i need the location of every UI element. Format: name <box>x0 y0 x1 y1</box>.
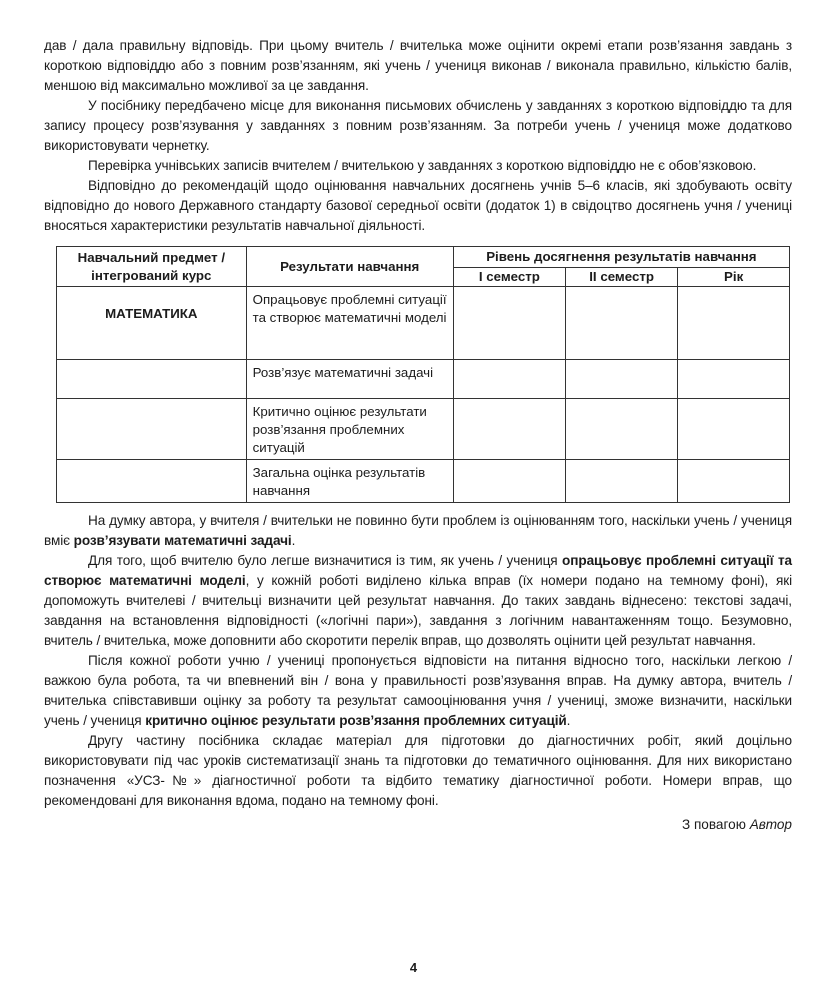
paragraph-5-text: На думку автора, у вчителя / вчительки не повинно бути проблем із оцінюванням того, наскільки учень / учениця вміє <box>44 513 792 548</box>
paragraph-1: дав / дала правильну відповідь. При цьому вчитель / вчителька може оцінити окремі етапи розв’язання завдань з короткою відповіддю або з повним розв’язанням, які учень / учениця виконав / виконала правильно, кількістю балів, меншою від максимально можливої за це завдання. <box>44 38 792 93</box>
paragraph-8: Другу частину посібника складає матеріал для підготовки до діагностичних робіт, який доцільно використовувати під час уроків систематизації знань та підготовки до тематичного оцінювання. Для них використано позначення «УСЗ-№» діагностичної роботи та відбито тематику діагностичної роботи. Номери вправ, що рекомендовані для виконання вдома, подано на темному фоні. <box>44 733 792 808</box>
paragraph-7 <box>44 651 792 731</box>
result-cell: Розв’язує математичні задачі <box>246 360 453 399</box>
paragraph-5-end: . <box>291 533 296 548</box>
grade-cell[interactable] <box>566 287 678 360</box>
paragraph-7-end: . <box>566 713 571 728</box>
paragraph-6-text: Для того, щоб вчителю було легше визначитися із тим, як учень / учениця <box>88 553 563 568</box>
signature <box>44 815 792 835</box>
result-cell: Загальна оцінка результатів навчання <box>246 460 453 503</box>
signature-author: Автор <box>749 817 792 832</box>
paragraph-5 <box>44 511 792 551</box>
paragraph-6-bold: опрацьовує проблемні ситуації та створює математичні моделі <box>44 553 792 588</box>
grade-cell[interactable] <box>678 460 790 503</box>
grade-cell[interactable] <box>453 460 565 503</box>
grade-cell[interactable] <box>566 360 678 399</box>
paragraph-5-bold: розв’язувати математичні задачі <box>73 533 292 548</box>
table-row <box>57 460 790 503</box>
grade-cell[interactable] <box>453 287 565 360</box>
grade-cell[interactable] <box>566 399 678 460</box>
table-row <box>57 360 790 399</box>
paragraph-4: Відповідно до рекомендацій щодо оцінювання навчальних досягнень учнів 5–6 класів, які здобувають освіту відповідно до нового Державного стандарту базової середньої освіти (додаток 1) в свідоцтво досягнень учня / учениці вносяться характеристики результатів навчальної діяльності. <box>44 178 792 233</box>
grade-cell[interactable] <box>678 399 790 460</box>
result-cell: Критично оцінює результати розв’язання проблемних ситуацій <box>246 399 453 460</box>
table-row <box>57 287 790 360</box>
subject-cell-empty <box>57 360 247 399</box>
signature-prefix: З повагою <box>681 817 750 832</box>
table-row <box>57 399 790 460</box>
grade-cell[interactable] <box>453 399 565 460</box>
paragraph-7-text: Після кожної роботи учню / учениці пропонується відповісти на питання відносно того, наскільки легкою / важкою була робота, та чи впевнений він / вона у правильності розв’язування вправ. На думку автора, вчитель / вчителька співставивши оцінку за роботу та результат самооцінювання учня / учениці, зможе визначити, наскільки учень / учениця <box>44 653 792 728</box>
header-level: Рівень досягнення результатів навчання <box>453 247 789 268</box>
paragraph-2: У посібнику передбачено місце для виконання письмових обчислень у завданнях з короткою відповіддю та для запису процесу розв’язування у завданнях з повним розв’язанням. За потреби учень / учениця може додатково використовувати чернетку. <box>44 98 792 153</box>
header-semester-2: ІІ семестр <box>566 268 678 287</box>
header-subject: Навчальний предмет / інтегрований курс <box>57 247 247 287</box>
page-content <box>44 36 792 835</box>
result-cell: Опрацьовує проблемні ситуації та створює математичні моделі <box>246 287 453 360</box>
grade-cell[interactable] <box>566 460 678 503</box>
grade-cell[interactable] <box>678 360 790 399</box>
grade-cell[interactable] <box>453 360 565 399</box>
results-table <box>56 246 790 503</box>
subject-cell: МАТЕМАТИКА <box>57 287 247 360</box>
subject-cell-empty <box>57 460 247 503</box>
page-number: 4 <box>409 960 418 975</box>
paragraph-6-end: , у кожній роботі виділено кілька вправ (їх номери подано на темному фоні), які допоможуть вчителеві / вчительці визначити цей результат навчання. До таких завдань віднесено: текстові задачі, завдання на встановлення відповідності («логічні пари»), завдання з логічним навантаженням тощо. Безумовно, вчитель / вчителька, може доповнити або скоротити перелік вправ, що дозволять оцінити цей результат навчання. <box>44 573 792 648</box>
grade-cell[interactable] <box>678 287 790 360</box>
paragraph-3: Перевірка учнівських записів вчителем / вчителькою у завданнях з короткою відповіддю не є обов’язковою. <box>88 158 757 173</box>
header-results: Результати навчання <box>246 247 453 287</box>
header-year: Рік <box>678 268 790 287</box>
header-semester-1: І семестр <box>453 268 565 287</box>
table-header-row <box>57 247 790 268</box>
paragraph-7-bold: критично оцінює результати розв’язання проблемних ситуацій <box>145 713 567 728</box>
subject-cell-empty <box>57 399 247 460</box>
paragraph-6 <box>44 551 792 651</box>
